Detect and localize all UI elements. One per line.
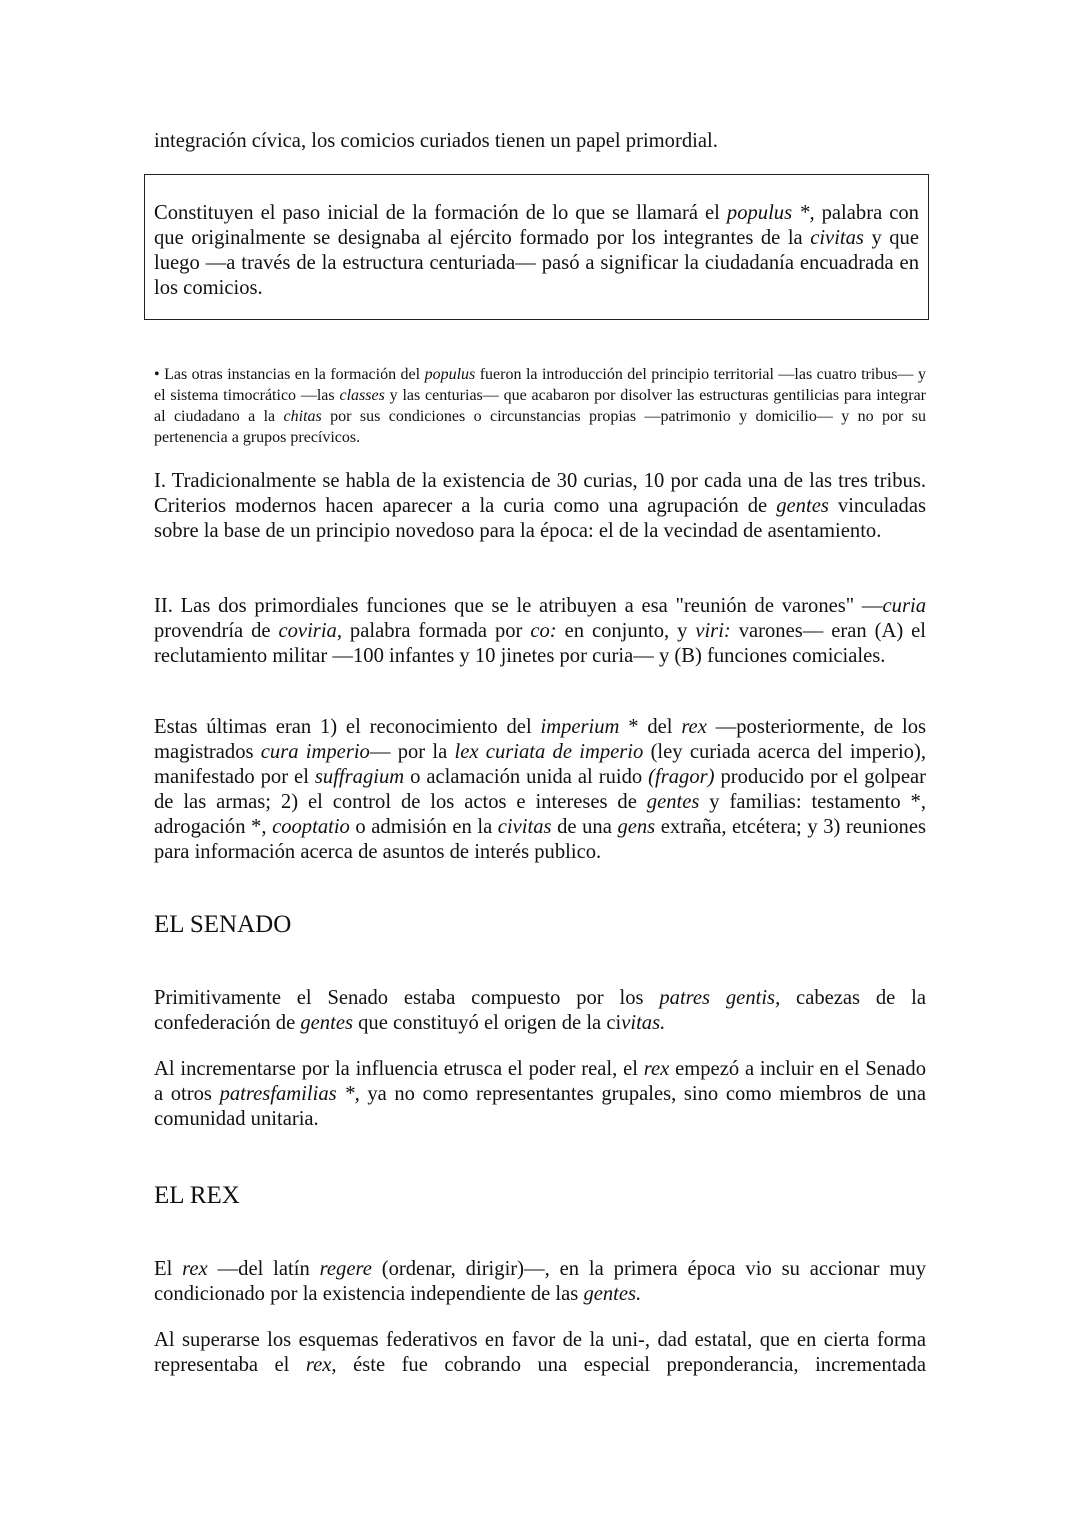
- paragraph-senado-2: Al incrementarse por la influencia etrusca el poder real, el rex empezó a incluir en el Senado a otros patresfamilias *, ya no como representantes grupales, sino como miembros de una comunidad unitaria.: [154, 1058, 927, 1130]
- paragraph-senado-1: Primitivamente el Senado estaba compuesto por los patres gentis, cabezas de la confederación de gentes que constituyó el origen de la civitas.: [154, 987, 926, 1034]
- populus-box-text: Constituyen el paso inicial de la formación de lo que se llamará el populus *, palabra con que originalmente se designaba al ejército formado por los integrantes de la civitas y que luego —a través de la estructura centuriada— pasó a significar la ciudadanía encuadrada en los comicios.: [154, 202, 919, 299]
- paragraph-rex-2: Al superarse los esquemas federativos en favor de la uni-, dad estatal, que en cierta forma representaba el rex, éste fue cobrando una especial preponderancia, incrementada: [154, 1329, 926, 1376]
- paragraph-funciones: II. Las dos primordiales funciones que se le atribuyen a esa "reunión de varones" —curia provendría de coviria, palabra formada por co: en conjunto, y viri: varones— eran (A) el reclutamiento militar —100 infantes y 10 jinetes por curia— y (B) funciones comiciales.: [154, 595, 927, 667]
- populus-footnote: • Las otras instancias en la formación del populus fueron la introducción del principio territorial —las cuatro tribus— y el sistema timocrático —las classes y las centurias— que acabaron por disolver las estructuras gentilicias para integrar al ciudadano a la chitas por sus condiciones o circunstancias propias —patrimonio y domicilio— y no por su pertenencia a grupos precívicos.: [154, 366, 927, 446]
- paragraph-rex-1: El rex —del latín regere (ordenar, dirigir)—, en la primera época vio su accionar muy condicionado por la existencia independiente de las gentes.: [154, 1258, 926, 1305]
- heading-rex: EL REX: [154, 1182, 240, 1209]
- heading-senado: EL SENADO: [154, 911, 292, 938]
- paragraph-funciones-comiciales: Estas últimas eran 1) el reconocimiento del imperium * del rex —posteriormente, de los magistrados cura imperio— por la lex curiata de imperio (ley curiada acerca del imperio), manifestado por el suffragium o aclamación unida al ruido (fragor) producido por el golpear de las armas; 2) el control de los actos e intereses de gentes y familias: testamento *, adrogación *, cooptatio o admisión en la civitas de una gens extraña, etcétera; y 3) reuniones para información acerca de asuntos de interés publico.: [154, 716, 927, 863]
- populus-box: [144, 174, 929, 320]
- paragraph-curias: I. Tradicionalmente se habla de la existencia de 30 curias, 10 por cada una de las tres tribus. Criterios modernos hacen aparecer a la curia como una agrupación de gentes vinculadas sobre la base de un principio novedoso para la época: el de la vecindad de asentamiento.: [154, 470, 926, 542]
- intro-line: integración cívica, los comicios curiados tienen un papel primordial.: [154, 130, 718, 152]
